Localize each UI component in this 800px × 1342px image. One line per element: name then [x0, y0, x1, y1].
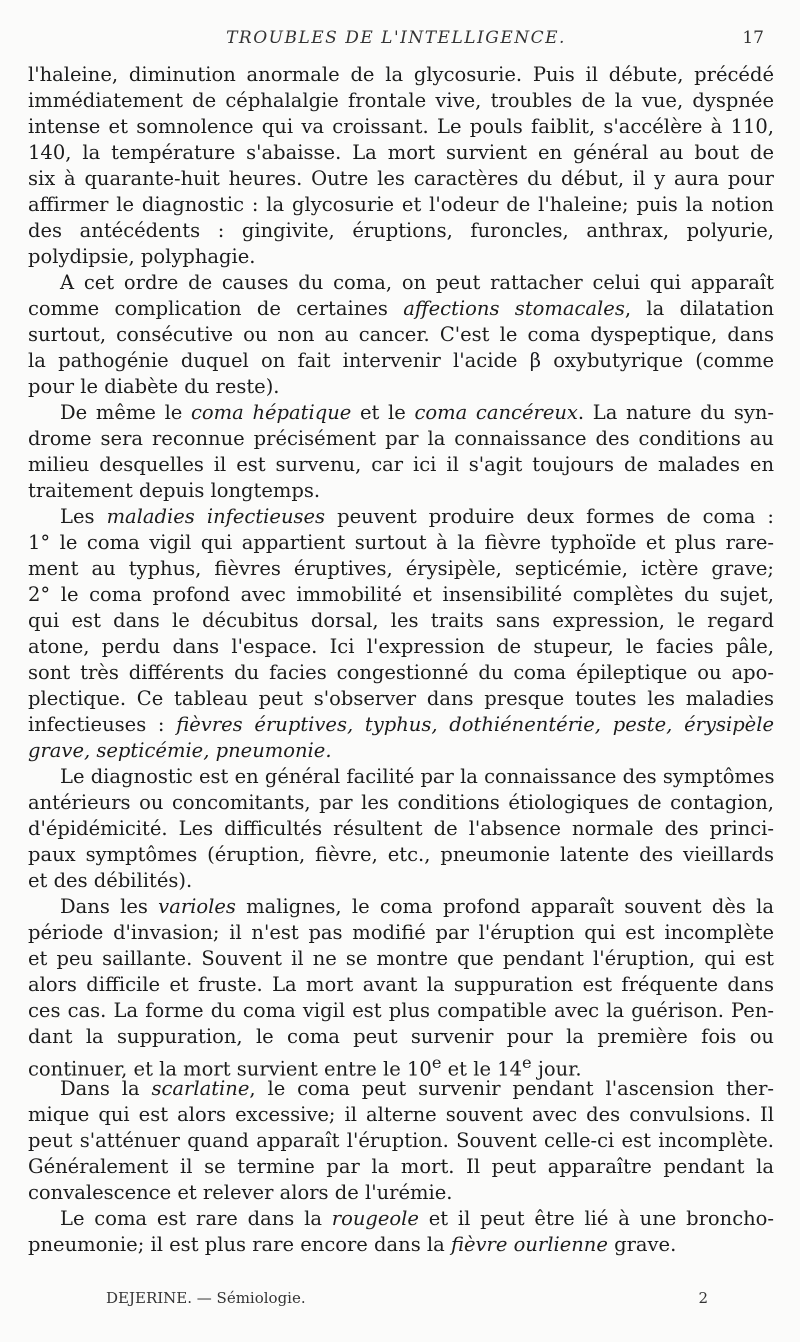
text-line: surtout, consécutive ou non au cancer. C'est le coma dyspeptique, dans: [28, 323, 774, 346]
text-line: des antécédents : gingivite, éruptions, furoncles, anthrax, polyurie,: [28, 219, 774, 242]
text-line: sont très différents du facies congestionné du coma épileptique ou apo-: [28, 661, 774, 684]
text-line: polydipsie, polyphagie.: [28, 245, 256, 268]
text-line: milieu desquelles il est survenu, car ici il s'agit toujours de malades en: [28, 453, 774, 476]
text-line: ment au typhus, fièvres éruptives, érysipèle, septicémie, ictère grave;: [28, 557, 774, 580]
text-line: peut s'atténuer quand apparaît l'éruption. Souvent celle-ci est incomplète.: [28, 1129, 774, 1152]
text-line: Dans la scarlatine, le coma peut survenir pendant l'ascension ther-: [60, 1077, 774, 1100]
text-line: pour le diabète du reste).: [28, 375, 280, 398]
text-line: Les maladies infectieuses peuvent produire deux formes de coma :: [60, 505, 774, 528]
page-header: [28, 28, 764, 56]
text-line: affirmer le diagnostic : la glycosurie et l'odeur de l'haleine; puis la notion: [28, 193, 774, 216]
text-line: plectique. Ce tableau peut s'observer dans presque toutes les maladies: [28, 687, 774, 710]
text-line: A cet ordre de causes du coma, on peut rattacher celui qui apparaît: [60, 271, 774, 294]
text-line: De même le coma hépatique et le coma cancéreux. La nature du syn-: [60, 401, 775, 424]
text-line: [28, 738, 774, 764]
text-line: dant la suppuration, le coma peut survenir pour la première fois ou: [28, 1025, 774, 1048]
page-number: 17: [742, 28, 764, 48]
text-line: immédiatement de céphalalgie frontale vive, troubles de la vue, dyspnée: [28, 89, 774, 112]
text-line: la pathogénie duquel on fait intervenir l'acide β oxybutyrique (comme: [28, 349, 774, 372]
text-line: Le diagnostic est en général facilité par la connaissance des symptômes: [60, 765, 775, 788]
text-line: comme complication de certaines affections stomacales, la dilatation: [28, 297, 774, 320]
footer-author: DEJERINE. — Sémiologie.: [106, 1289, 306, 1307]
text-line: antérieurs ou concomitants, par les conditions étiologiques de contagion,: [28, 791, 774, 814]
text-line: Généralement il se termine par la mort. Il peut apparaître pendant la: [28, 1155, 774, 1178]
emphasis: fièvre ourlienne: [450, 1233, 608, 1256]
text-line: intense et somnolence qui va croissant. Le pouls faiblit, s'accélère à 110,: [28, 115, 774, 138]
text-line: Dans les varioles malignes, le coma profond apparaît souvent dès la: [60, 895, 774, 918]
text-line: l'haleine, diminution anormale de la glycosurie. Puis il débute, précédé: [28, 63, 774, 86]
text-line: six à quarante-huit heures. Outre les caractères du début, il y aura pour: [28, 167, 774, 190]
running-title: TROUBLES DE L'INTELLIGENCE.: [226, 28, 566, 48]
text-line: et des débilités).: [28, 869, 193, 892]
text-line: période d'invasion; il n'est pas modifié par l'éruption qui est incomplète: [28, 921, 774, 944]
emphasis: rougeole: [331, 1207, 419, 1230]
text-line: mique qui est alors excessive; il alterne souvent avec des convulsions. Il: [28, 1103, 774, 1126]
emphasis: scarlatine: [151, 1077, 250, 1100]
emphasis: fièvres éruptives, typhus, dothiénentérie, peste, érysipèle: [176, 713, 774, 736]
page-body: [28, 62, 774, 1258]
text-line: convalescence et relever alors de l'urémie.: [28, 1181, 453, 1204]
superscript: e: [431, 1053, 442, 1072]
superscript: e: [522, 1053, 532, 1072]
text-line: 140, la température s'abaisse. La mort survient en général au bout de: [28, 141, 774, 164]
text-line: et peu saillante. Souvent il ne se montre que pendant l'éruption, qui est: [28, 947, 774, 970]
emphasis: grave, septicémie, pneumonie.: [28, 739, 332, 762]
text-line: drome sera reconnue précisément par la connaissance des conditions au: [28, 427, 774, 450]
emphasis: affections stomacales: [403, 297, 625, 320]
emphasis: coma hépatique: [191, 401, 352, 424]
text-line: infectieuses : fièvres éruptives, typhus, dothiénentérie, peste, érysipèle: [28, 713, 774, 736]
text-line: qui est dans le décubitus dorsal, les traits sans expression, le regard: [28, 609, 774, 632]
signature-mark: 2: [698, 1289, 708, 1307]
text-line: continuer, et la mort survient entre le 10e et le 14e jour.: [28, 1053, 582, 1081]
text-line: 1° le coma vigil qui appartient surtout à la fièvre typhoïde et plus rare-: [28, 531, 774, 554]
text-line: atone, perdu dans l'espace. Ici l'expression de stupeur, le facies pâle,: [28, 635, 774, 658]
text-line: Le coma est rare dans la rougeole et il peut être lié à une broncho-: [60, 1207, 774, 1230]
text-line: paux symptômes (éruption, fièvre, etc., pneumonie latente des vieillards: [28, 843, 774, 866]
text-line: pneumonie; il est plus rare encore dans la fièvre ourlienne grave.: [28, 1233, 677, 1256]
emphasis: maladies infectieuses: [106, 505, 326, 528]
text-line: traitement depuis longtemps.: [28, 479, 321, 502]
emphasis: varioles: [158, 895, 236, 918]
page-footer: [106, 1289, 708, 1313]
text-line: alors difficile et fruste. La mort avant la suppuration est fréquente dans: [28, 973, 774, 996]
emphasis: coma cancéreux: [414, 401, 578, 424]
text-line: 2° le coma profond avec immobilité et insensibilité complètes du sujet,: [28, 583, 774, 606]
text-line: d'épidémicité. Les difficultés résultent de l'absence normale des princi-: [28, 817, 774, 840]
text-line: ces cas. La forme du coma vigil est plus compatible avec la guérison. Pen-: [28, 999, 774, 1022]
